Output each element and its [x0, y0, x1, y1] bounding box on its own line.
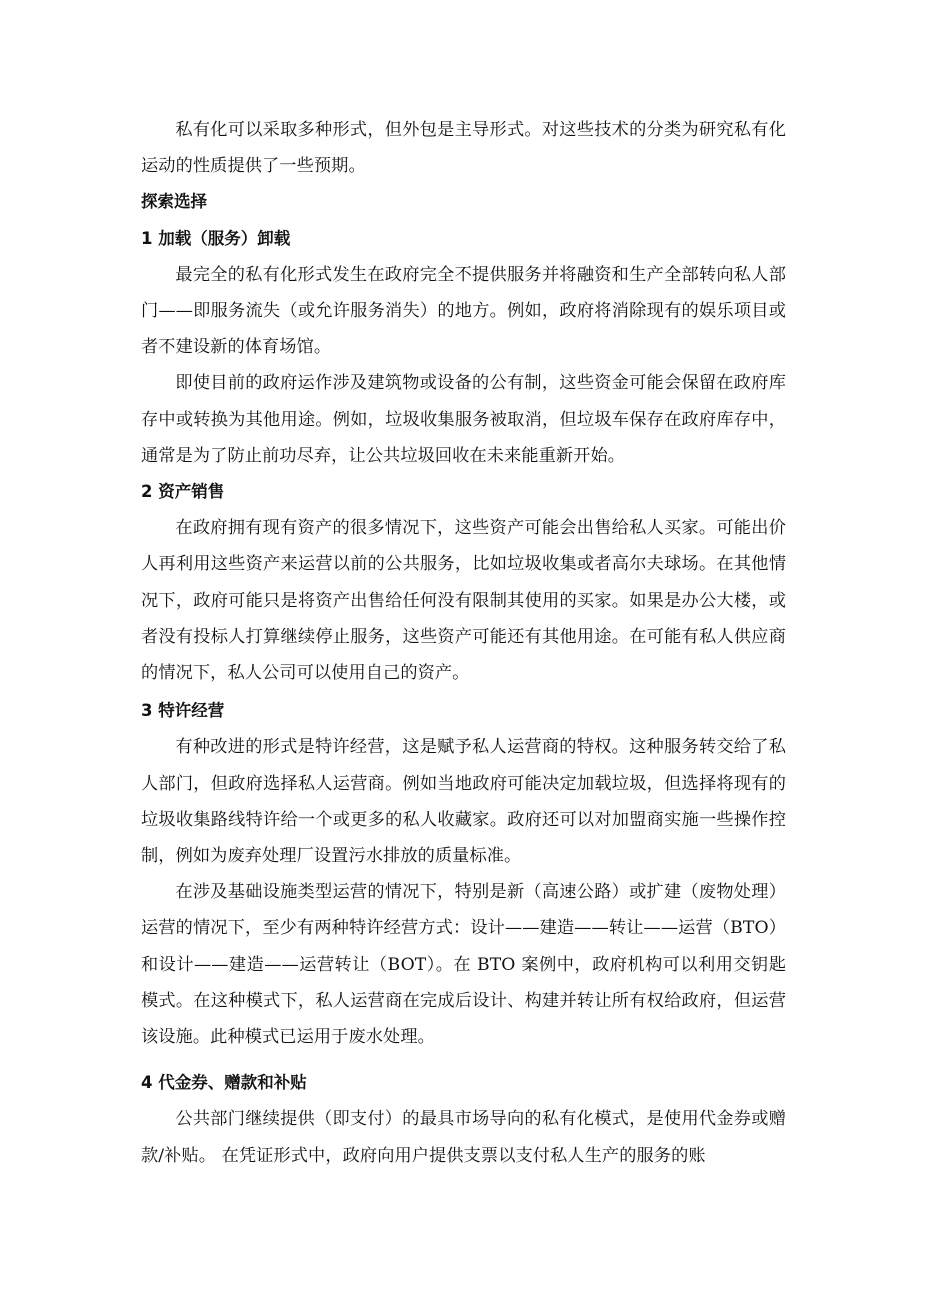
heading-explore-options: 探索选择 — [141, 192, 207, 212]
intro-paragraph: 私有化可以采取多种形式，但外包是主导形式。对这些技术的分类为研究私有化运动的性质提供了一些预期。 — [141, 120, 786, 177]
heading-section-2: 2 资产销售 — [141, 482, 225, 502]
section-3-paragraph-1: 有种改进的形式是特许经营，这是赋予私人运营商的特权。这种服务转交给了私人部门，但政府选择私人运营商。例如当地政府可能决定加载垃圾，但选择将现有的垃圾收集路线特许给一个或更多的私人收藏家。政府还可以对加盟商实施一些操作控制，例如为废弃处理厂设置污水排放的质量标准。 — [141, 737, 786, 867]
section-3-paragraph-2: 在涉及基础设施类型运营的情况下，特别是新（高速公路）或扩建（废物处理）运营的情况下，至少有两种特许经营方式：设计——建造——转让——运营（BTO）和设计——建造——运营转让（BOT）。在 BTO 案例中，政府机构可以利用交钥匙模式。在这种模式下，私人运营商在完成后设计、构建并转让所有权给政府，但运营该设施。此种模式已运用于废水处理。 — [141, 882, 786, 1048]
section-4-paragraph-1: 公共部门继续提供（即支付）的最具市场导向的私有化模式，是使用代金券或赠款/补贴。 在凭证形式中，政府向用户提供支票以支付私人生产的服务的账 — [141, 1109, 786, 1166]
heading-section-1: 1 加载（服务）卸载 — [141, 228, 291, 248]
section-2-paragraph-1: 在政府拥有现有资产的很多情况下，这些资产可能会出售给私人买家。可能出价人再利用这些资产来运营以前的公共服务，比如垃圾收集或者高尔夫球场。在其他情况下，政府可能只是将资产出售给任何没有限制其使用的买家。如果是办公大楼，或者没有投标人打算继续停止服务，这些资产可能还有其他用途。在可能有私人供应商的情况下，私人公司可以使用自己的资产。 — [141, 518, 786, 684]
document-page — [141, 112, 786, 1174]
heading-section-3: 3 特许经营 — [141, 701, 225, 721]
section-1-paragraph-2: 即使目前的政府运作涉及建筑物或设备的公有制，这些资金可能会保留在政府库存中或转换为其他用途。例如，垃圾收集服务被取消，但垃圾车保存在政府库存中，通常是为了防止前功尽弃，让公共垃圾回收在未来能重新开始。 — [141, 373, 786, 466]
section-1-paragraph-1: 最完全的私有化形式发生在政府完全不提供服务并将融资和生产全部转向私人部门——即服务流失（或允许服务消失）的地方。例如，政府将消除现有的娱乐项目或者不建设新的体育场馆。 — [141, 264, 786, 358]
heading-section-4: 4 代金券、赠款和补贴 — [141, 1073, 307, 1093]
